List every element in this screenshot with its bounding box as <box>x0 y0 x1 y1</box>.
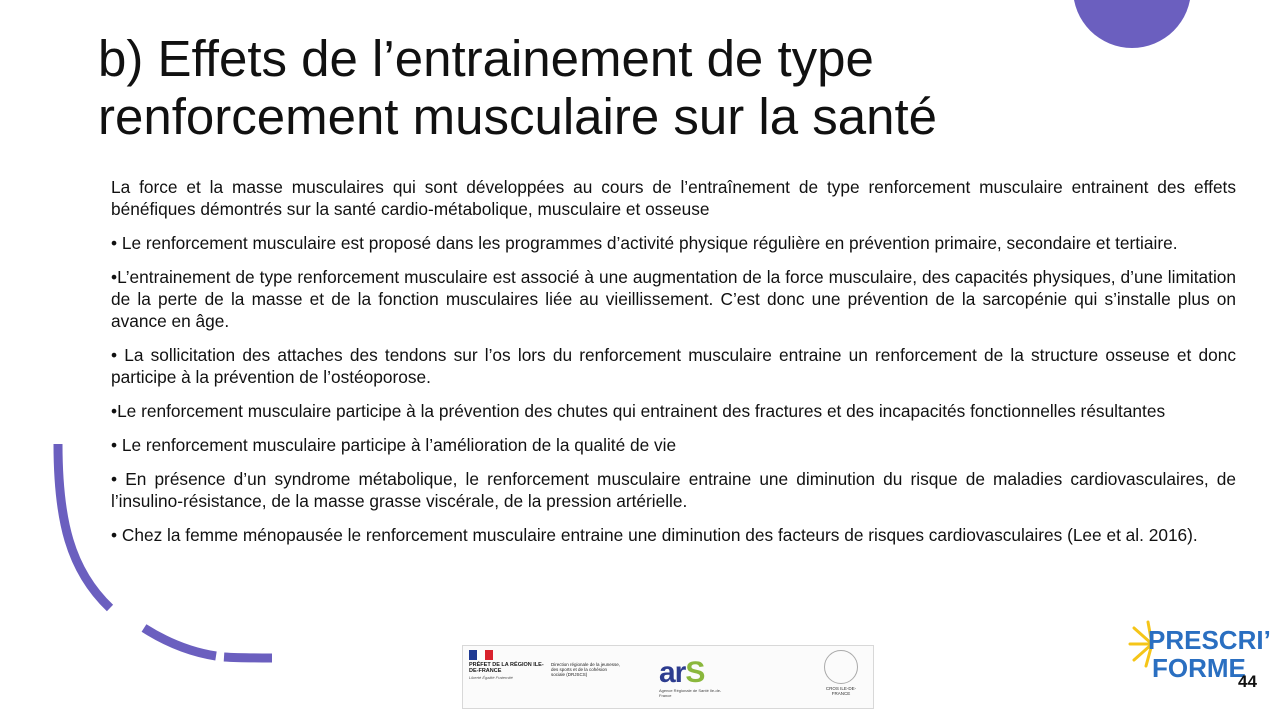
paragraph-6 <box>111 434 1236 456</box>
ars-subtitle: Agence Régionale de Santé Ile-de-France <box>659 688 722 698</box>
bullet: • <box>111 233 122 253</box>
paragraph-text: L’entrainement de type renforcement musculaire est associé à une augmentation de la force musculaire, des capacités physiques, d’une limitation de la perte de la masse et de la fonction musculaires liée au vieillissement. C’est donc une prévention de la sarcopénie qui s’installe plus on avance en âge. <box>111 267 1236 331</box>
slide-title <box>98 30 1098 146</box>
partner-logos-bar <box>462 645 874 709</box>
paragraph-text: Le renforcement musculaire est proposé dans les programmes d’activité physique régulière en prévention primaire, secondaire et tertiaire. <box>121 233 1178 253</box>
bullet: • <box>111 469 126 489</box>
paragraph-2 <box>111 232 1236 254</box>
prefet-name: PRÉFET DE LA RÉGION ILE-DE-FRANCE <box>469 662 544 674</box>
bullet: • <box>111 525 118 545</box>
ars-s-letter: S <box>685 656 705 689</box>
paragraph-text: Le renforcement musculaire participe à la prévention des chutes qui entrainent des fractures et des incapacités fonctionnelles résultantes <box>117 401 1166 421</box>
prescri-line-1: PRESCRI’ <box>1148 625 1271 655</box>
paragraph-8 <box>111 524 1236 546</box>
paragraph-7 <box>111 468 1236 512</box>
page-number: 44 <box>1238 672 1257 691</box>
paragraph-text: La force et la masse musculaires qui sont développées au cours de l’entraînement de type renforcement musculaire entrainent des effets bénéfiques démontrés sur la santé cardio-métabolique, musculaire et osseuse <box>111 177 1236 219</box>
slide-body <box>111 176 1236 558</box>
seal-emblem-icon <box>824 650 858 684</box>
cros-seal-logo <box>821 650 861 704</box>
ars-logo <box>659 656 729 702</box>
drjscs-label: Direction régionale de la jeunesse, des sports et de la cohésion sociale (DRJSCS) <box>551 662 621 678</box>
paragraph-text: En présence d’un syndrome métabolique, le renforcement musculaire entraine une diminution du risque de maladies cardiovasculaires, de l’insulino-résistance, de la masse grasse viscérale, de la pression artérielle. <box>111 469 1237 511</box>
bullet: • <box>111 435 122 455</box>
paragraph-4 <box>111 344 1236 388</box>
bullet: • <box>111 345 125 365</box>
paragraph-3 <box>111 266 1236 332</box>
prefet-motto: Liberté Égalité Fraternité <box>469 675 513 680</box>
bullet: • <box>111 267 118 287</box>
prescri-line-2: FORME <box>1152 653 1246 683</box>
paragraph-text: Chez la femme ménopausée le renforcement musculaire entraine une diminution des facteurs de risques cardiovasculaires (Lee et al. 2016). <box>121 525 1198 545</box>
title-line-1: b) Effets de l’entrainement de type <box>98 30 874 87</box>
french-flag-icon <box>469 650 493 660</box>
paragraph-5 <box>111 400 1236 422</box>
paragraph-1 <box>111 176 1236 220</box>
bullet: • <box>111 401 118 421</box>
seal-label: CROS ILE-DE-FRANCE <box>825 686 857 696</box>
paragraph-text: Le renforcement musculaire participe à l’amélioration de la qualité de vie <box>121 435 677 455</box>
title-line-2: renforcement musculaire sur la santé <box>98 88 938 145</box>
paragraph-text: La sollicitation des attaches des tendons sur l’os lors du renforcement musculaire entraine un renforcement de la structure osseuse et donc participe à la prévention de l’ostéoporose. <box>111 345 1236 387</box>
ars-letters: ar <box>659 656 686 689</box>
prefet-logo <box>469 650 549 704</box>
